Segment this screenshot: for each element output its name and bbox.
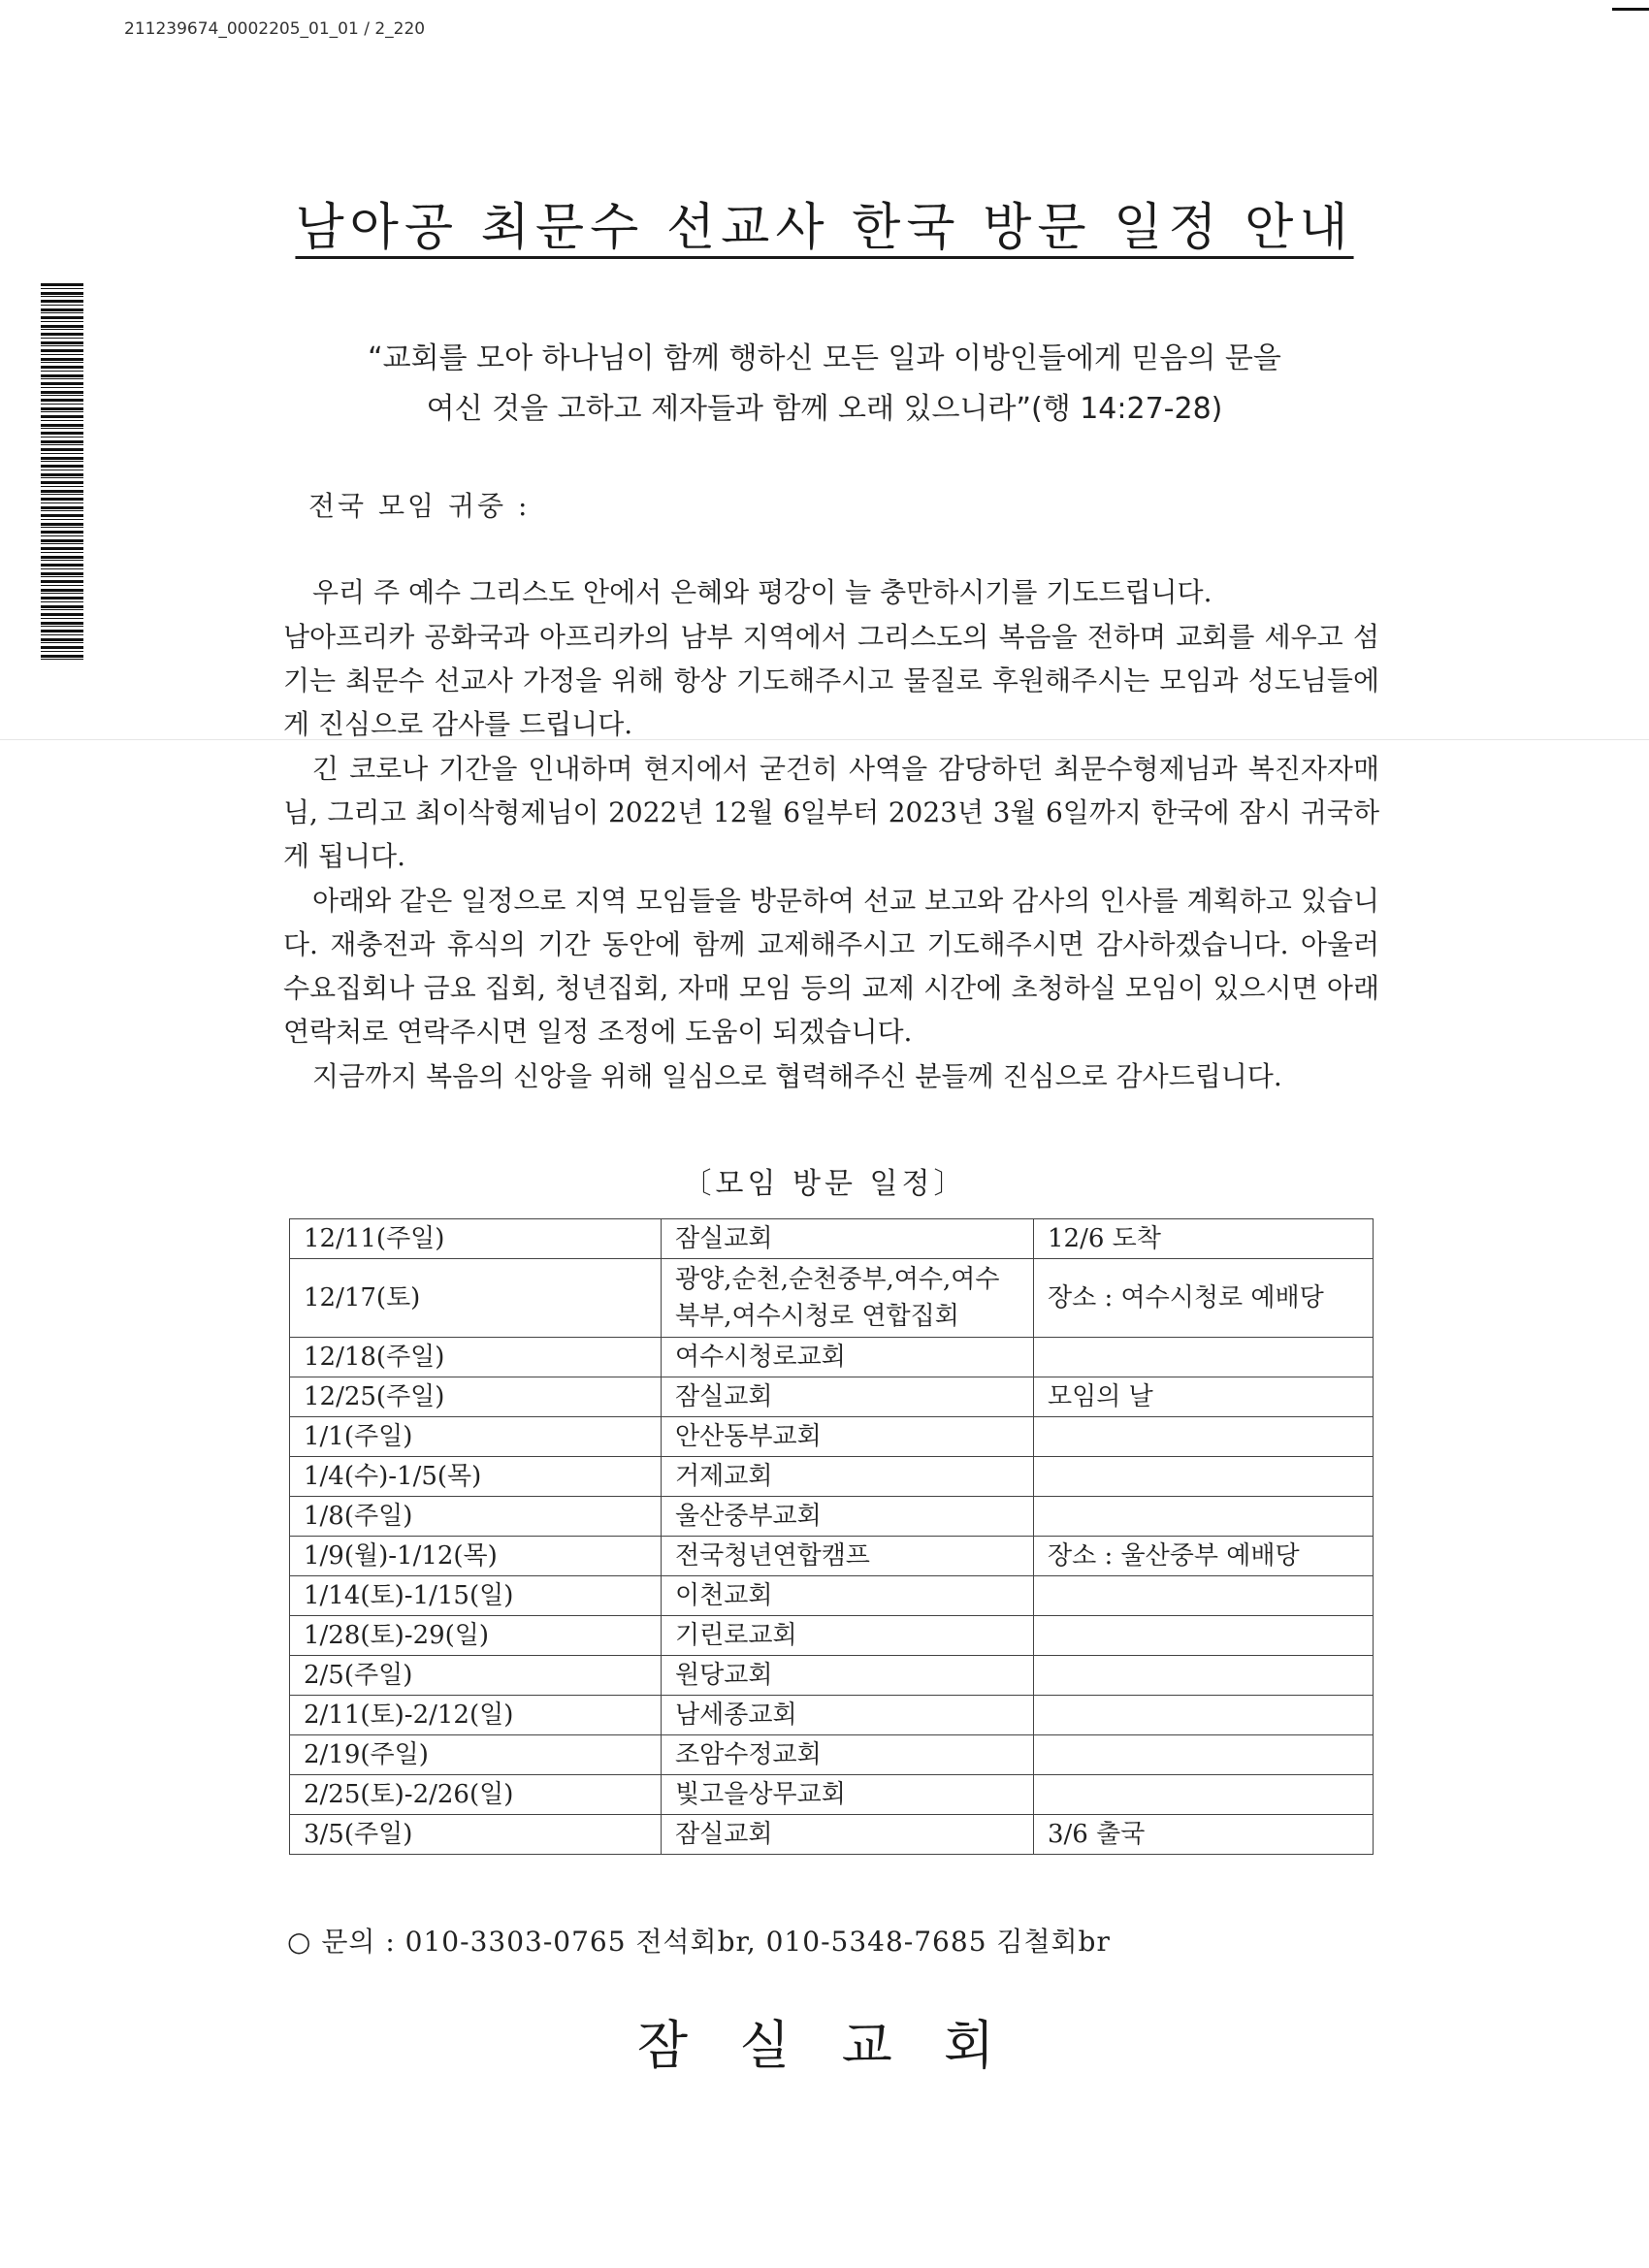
schedule-date: 12/25(주일) bbox=[290, 1377, 662, 1417]
salutation: 전국 모임 귀중 : bbox=[308, 490, 531, 522]
schedule-place: 잠실교회 bbox=[662, 1219, 1034, 1259]
table-row bbox=[290, 1219, 1374, 1259]
table-row bbox=[290, 1735, 1374, 1775]
schedule-table bbox=[289, 1218, 1374, 1855]
schedule-note bbox=[1034, 1775, 1374, 1815]
schedule-place: 남세종교회 bbox=[662, 1696, 1034, 1735]
paragraph-return: 긴 코로나 기간을 인내하며 현지에서 굳건히 사역을 감당하던 최문수형제님과 복진자자매님, 그리고 최이삭형제님이 2022년 12월 6일부터 2023년 3월 6일까지 한국에 잠시 귀국하게 됩니다. bbox=[283, 753, 1379, 872]
schedule-date: 2/25(토)-2/26(일) bbox=[290, 1775, 662, 1815]
verse-line-2: 여신 것을 고하고 제자들과 함께 오래 있으니라”(행 14:27-28) bbox=[426, 392, 1223, 426]
paragraph-closing: 지금까지 복음의 신앙을 위해 일심으로 협력해주신 분들께 진심으로 감사드립니다. bbox=[312, 1060, 1282, 1092]
schedule-note bbox=[1034, 1338, 1374, 1377]
table-row bbox=[290, 1259, 1374, 1338]
bible-verse bbox=[291, 334, 1358, 435]
table-row bbox=[290, 1616, 1374, 1656]
schedule-note: 장소 : 울산중부 예배당 bbox=[1034, 1537, 1374, 1576]
page-title bbox=[0, 194, 1649, 262]
schedule-place: 이천교회 bbox=[662, 1576, 1034, 1616]
schedule-note bbox=[1034, 1457, 1374, 1497]
schedule-place: 원당교회 bbox=[662, 1656, 1034, 1696]
church-signature: 잠 실 교 회 bbox=[636, 2015, 1013, 2076]
table-row bbox=[290, 1696, 1374, 1735]
table-row bbox=[290, 1417, 1374, 1457]
table-row bbox=[290, 1457, 1374, 1497]
schedule-date: 1/9(월)-1/12(목) bbox=[290, 1537, 662, 1576]
schedule-place: 빛고을상무교회 bbox=[662, 1775, 1034, 1815]
schedule-place: 잠실교회 bbox=[662, 1815, 1034, 1855]
table-row bbox=[290, 1338, 1374, 1377]
schedule-date: 1/8(주일) bbox=[290, 1497, 662, 1537]
title-text: 남아공 최문수 선교사 한국 방문 일정 안내 bbox=[295, 199, 1354, 257]
schedule-note bbox=[1034, 1656, 1374, 1696]
corner-mark bbox=[1612, 8, 1649, 11]
schedule-note bbox=[1034, 1417, 1374, 1457]
schedule-date: 12/17(토) bbox=[290, 1259, 662, 1338]
barcode-image bbox=[41, 283, 83, 660]
table-row bbox=[290, 1775, 1374, 1815]
schedule-note: 모임의 날 bbox=[1034, 1377, 1374, 1417]
schedule-date: 2/19(주일) bbox=[290, 1735, 662, 1775]
schedule-date: 3/5(주일) bbox=[290, 1815, 662, 1855]
schedule-title: 〔모임 방문 일정〕 bbox=[682, 1167, 967, 1201]
schedule-place: 전국청년연합캠프 bbox=[662, 1537, 1034, 1576]
letter-body bbox=[283, 570, 1379, 1099]
schedule-note bbox=[1034, 1616, 1374, 1656]
schedule-note bbox=[1034, 1497, 1374, 1537]
schedule-place: 거제교회 bbox=[662, 1457, 1034, 1497]
schedule-date: 2/5(주일) bbox=[290, 1656, 662, 1696]
table-row bbox=[290, 1537, 1374, 1576]
schedule-note bbox=[1034, 1735, 1374, 1775]
paragraph-greeting: 우리 주 예수 그리스도 안에서 은혜와 평강이 늘 충만하시기를 기도드립니다. bbox=[312, 576, 1212, 608]
schedule-note: 장소 : 여수시청로 예배당 bbox=[1034, 1259, 1374, 1338]
verse-line-1: “교회를 모아 하나님이 함께 행하신 모든 일과 이방인들에게 믿음의 문을 bbox=[368, 341, 1281, 375]
schedule-note bbox=[1034, 1576, 1374, 1616]
schedule-date: 1/14(토)-1/15(일) bbox=[290, 1576, 662, 1616]
paragraph-thanks: 남아프리카 공화국과 아프리카의 남부 지역에서 그리스도의 복음을 전하며 교회를 세우고 섬기는 최문수 선교사 가정을 위해 항상 기도해주시고 물질로 후원해주시는 모임과 성도님들에게 진심으로 감사를 드립니다. bbox=[283, 621, 1379, 740]
schedule-place: 잠실교회 bbox=[662, 1377, 1034, 1417]
schedule-place: 기린로교회 bbox=[662, 1616, 1034, 1656]
paragraph-schedule-intro: 아래와 같은 일정으로 지역 모임들을 방문하여 선교 보고와 감사의 인사를 계획하고 있습니다. 재충전과 휴식의 기간 동안에 함께 교제해주시고 기도해주시면 감사하겠습니다. 아울러 수요집회나 금요 집회, 청년집회, 자매 모임 등의 교제 시간에 초청하실 모임이 있으시면 아래 연락처로 연락주시면 일정 조정에 도움이 되겠습니다. bbox=[283, 885, 1379, 1048]
document-id: 211239674_0002205_01_01 / 2_220 bbox=[124, 19, 426, 39]
schedule-place: 광양,순천,순천중부,여수,여수북부,여수시청로 연합집회 bbox=[662, 1259, 1034, 1338]
schedule-note bbox=[1034, 1696, 1374, 1735]
schedule-date: 2/11(토)-2/12(일) bbox=[290, 1696, 662, 1735]
schedule-date: 12/11(주일) bbox=[290, 1219, 662, 1259]
schedule-date: 12/18(주일) bbox=[290, 1338, 662, 1377]
schedule-date: 1/1(주일) bbox=[290, 1417, 662, 1457]
table-row bbox=[290, 1815, 1374, 1855]
table-row bbox=[290, 1377, 1374, 1417]
schedule-note: 3/6 출국 bbox=[1034, 1815, 1374, 1855]
schedule-place: 조암수정교회 bbox=[662, 1735, 1034, 1775]
contact-info: ○ 문의 : 010-3303-0765 전석회br, 010-5348-7685 김철회br bbox=[287, 1926, 1111, 1958]
schedule-date: 1/4(수)-1/5(목) bbox=[290, 1457, 662, 1497]
schedule-place: 여수시청로교회 bbox=[662, 1338, 1034, 1377]
schedule-note: 12/6 도착 bbox=[1034, 1219, 1374, 1259]
schedule-date: 1/28(토)-29(일) bbox=[290, 1616, 662, 1656]
table-row bbox=[290, 1576, 1374, 1616]
table-row bbox=[290, 1656, 1374, 1696]
table-row bbox=[290, 1497, 1374, 1537]
schedule-place: 안산동부교회 bbox=[662, 1417, 1034, 1457]
schedule-place: 울산중부교회 bbox=[662, 1497, 1034, 1537]
